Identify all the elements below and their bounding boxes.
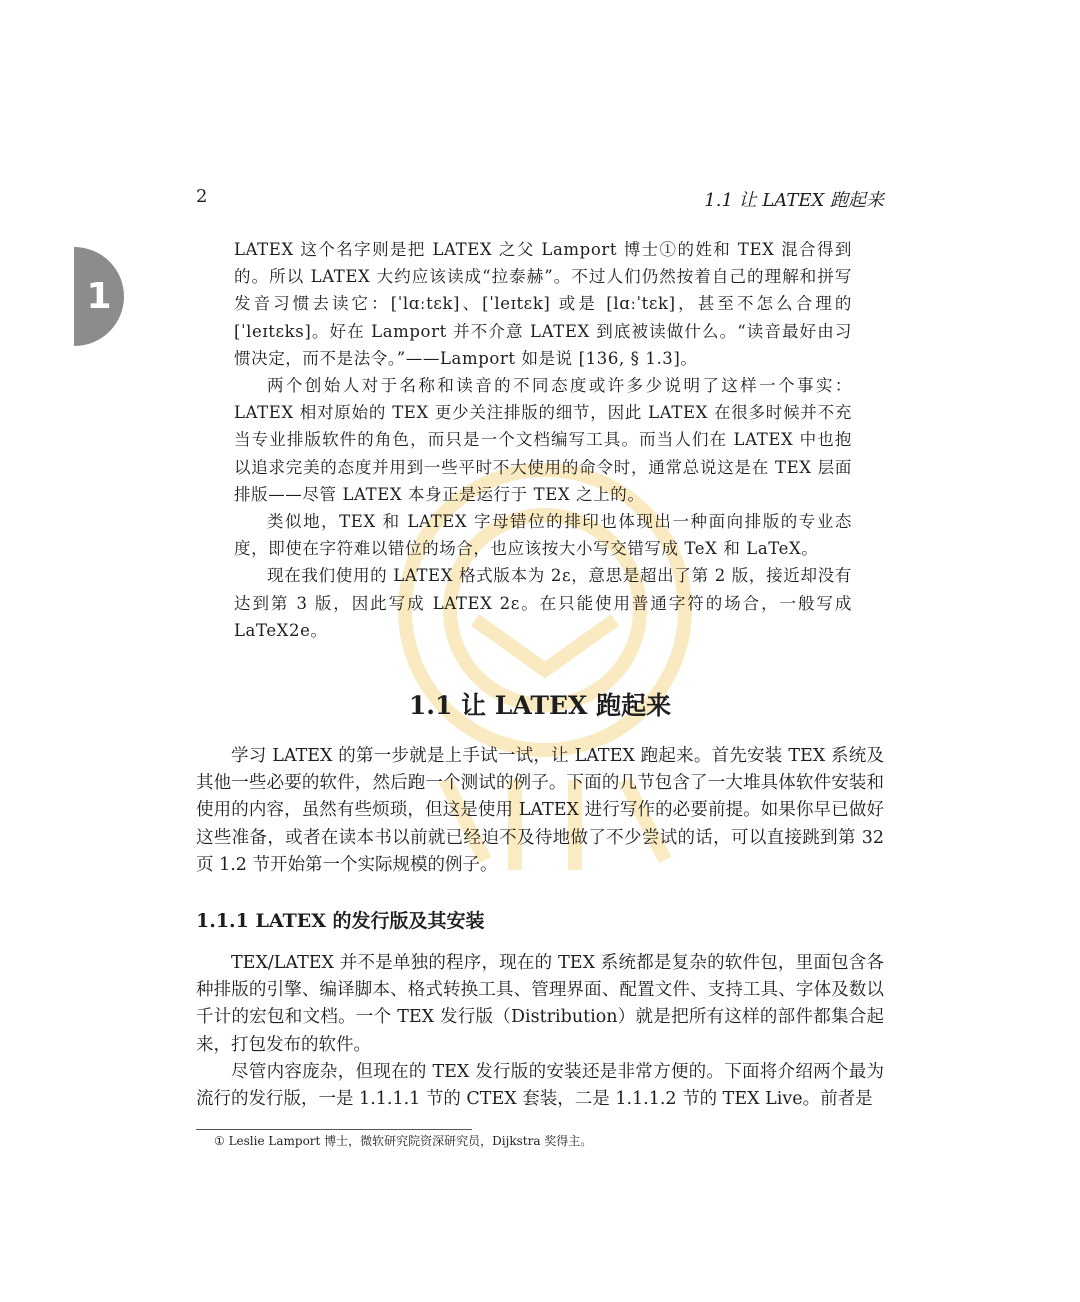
subsection-title: 1.1.1 LATEX 的发行版及其安装	[196, 910, 485, 932]
quote-paragraph: 现在我们使用的 LATEX 格式版本为 2ε，意思是超出了第 2 版，接近却没有达到第 3 版，因此写成 LATEX 2ε。在只能使用普通字符的场合，一般写成 LaTeX2e。	[234, 566, 852, 640]
page-number: 2	[196, 186, 208, 207]
quote-paragraph: 类似地，TEX 和 LATEX 字母错位的排印也体现出一种面向排版的专业态度，即使在字符难以错位的场合，也应该按大小写交错写成 TeX 和 LaTeX。	[234, 512, 852, 559]
chapter-number: 1	[86, 276, 112, 317]
footnote-rule	[196, 1129, 472, 1130]
body-paragraph: TEX/LATEX 并不是单独的程序，现在的 TEX 系统都是复杂的软件包，里面包含各种排版的引擎、编译脚本、格式转换工具、管理界面、配置文件、支持工具、字体及数以千计的宏包和文档。一个 TEX 发行版（Distribution）就是把所有这样的部件都集合起来，打包发布的软件。	[196, 953, 884, 1055]
footnote: ① Leslie Lamport 博士，微软研究院资深研究员，Dijkstra 奖得主。	[214, 1134, 593, 1148]
section-body	[196, 743, 884, 879]
section-title: 1.1 让 LATEX 跑起来	[408, 691, 672, 720]
quote-paragraph: LATEX 这个名字则是把 LATEX 之父 Lamport 博士①的姓和 TEX 混合得到的。所以 LATEX 大约应该读成“拉泰赫”。不过人们仍然按着自己的理解和拼写发音习惯去读它：[ˈlɑːtɛk]、[ˈleɪtɛk] 或是 [lɑːˈtɛk]，甚至不怎么合理的 [ˈleɪtɛks]。好在 Lamport 并不介意 LATEX 到底被读做什么。“读音最好由习惯决定，而不是法令。”——Lamport 如是说 [136, § 1.3]。	[234, 240, 852, 368]
chapter-tab	[74, 247, 124, 346]
running-header	[196, 186, 884, 214]
subsection-body	[196, 950, 884, 1113]
body-paragraph: 尽管内容庞杂，但现在的 TEX 发行版的安装还是非常方便的。下面将介绍两个最为流行的发行版，一是 1.1.1.1 节的 CTEX 套装，二是 1.1.1.2 节的 TEX Live。前者是	[196, 1061, 884, 1110]
body-paragraph: 学习 LATEX 的第一步就是上手试一试，让 LATEX 跑起来。首先安装 TEX 系统及其他一些必要的软件，然后跑一个测试的例子。下面的几节包含了一大堆具体软件安装和使用的内容，虽然有些烦琐，但这是使用 LATEX 进行写作的必要前提。如果你早已做好这些准备，或者在读本书以前就已经迫不及待地做了不少尝试的话，可以直接跳到第 32 页 1.2 节开始第一个实际规模的例子。	[196, 746, 884, 875]
quote-paragraph: 两个创始人对于名称和读音的不同态度或许多少说明了这样一个事实：LATEX 相对原始的 TEX 更少关注排版的细节，因此 LATEX 在很多时候并不充当专业排版软件的角色，而只是一个文档编写工具。而当人们在 LATEX 中也抱以追求完美的态度并用到一些平时不大使用的命令时，通常总说这是在 TEX 层面排版——尽管 LATEX 本身正是运行于 TEX 之上的。	[234, 376, 852, 504]
quote-block	[234, 236, 852, 644]
running-section-label: 1.1 让 LATEX 跑起来	[704, 190, 884, 211]
